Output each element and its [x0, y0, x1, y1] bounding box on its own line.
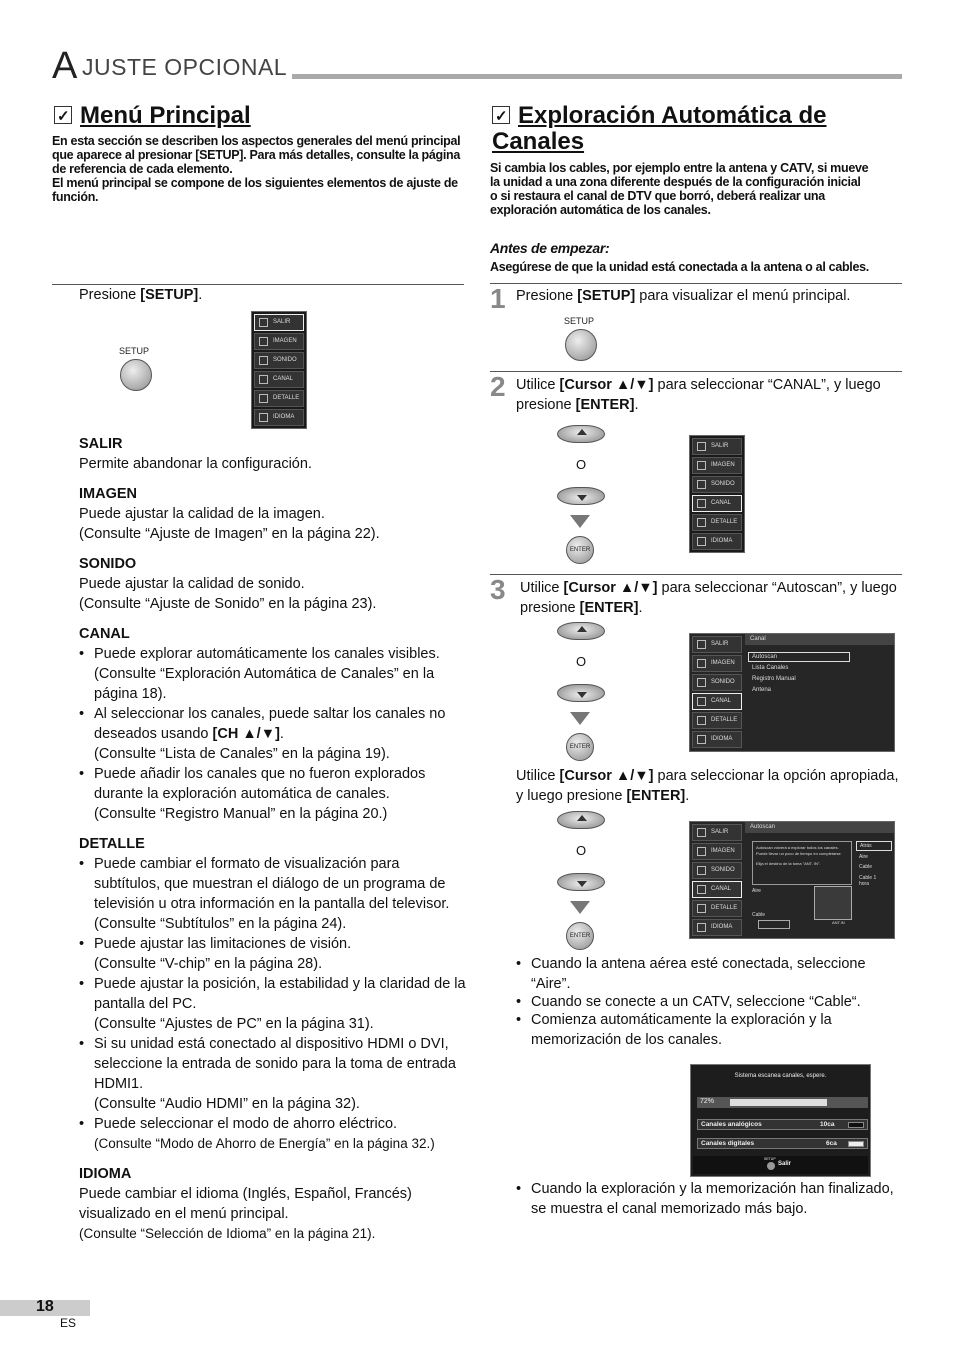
list-item: • Puede ajustar las limitaciones de visión. (Consulte “V-chip” en la página 28). [79, 934, 467, 974]
exit-icon [259, 318, 268, 327]
menu-item-detalle: DETALLE [692, 514, 742, 531]
cursor-down-button [557, 873, 605, 891]
analog-value: 10ca [820, 1121, 835, 1128]
progress-fill [730, 1099, 827, 1106]
language-code: ES [60, 1316, 77, 1330]
ant-in-label: ANT.IN [832, 920, 845, 925]
cursor-up-button [557, 622, 605, 640]
autoscan-msg1: Autoscan volverá a explorar todos los canales. Puede llevar un poco de tiempo en completarse [756, 845, 841, 856]
picture-icon [697, 659, 706, 668]
intro-left-p2: El menú principal se compone de los siguientes elementos de ajuste de función. [52, 176, 458, 204]
language-icon [259, 413, 268, 422]
cursor-up-button [557, 425, 605, 443]
checkbox-icon [54, 106, 72, 124]
analog-row [697, 1119, 868, 1130]
progress-message: Sistema escanea canales, espere. [734, 1073, 827, 1079]
digital-value: 6ca [826, 1140, 837, 1147]
exit-icon [697, 442, 706, 451]
option-aire: Aire [859, 854, 868, 860]
step1-text: Presione [SETUP] para visualizar el menú principal. [516, 288, 851, 304]
cable-connector-icon [758, 920, 790, 929]
page-header [52, 45, 902, 87]
divider [490, 371, 902, 372]
divider [490, 283, 902, 284]
press-setup-text: Presione [SETUP]. [79, 287, 203, 303]
channel-icon [259, 375, 268, 384]
picture-icon [259, 337, 268, 346]
menu-item-salir: SALIR [692, 636, 742, 653]
checkbox-icon [492, 106, 510, 124]
list-item: • Comienza automáticamente la exploración y la memorización de los canales. [516, 1010, 900, 1050]
label-salir: SALIR [79, 436, 123, 452]
progress-bar [697, 1097, 868, 1108]
menu-item-canal: CANAL [692, 495, 742, 512]
language-icon [697, 735, 706, 744]
divider [490, 574, 902, 575]
section-title-exploracion: ✓Exploración Automática de Canales [492, 103, 892, 155]
setup-button [120, 359, 152, 391]
exit-icon [697, 640, 706, 649]
menu-item-salir: SALIR [692, 438, 742, 455]
canal-item-antena: Antena [752, 687, 772, 693]
setup-button [565, 329, 597, 361]
idioma-text-2: (Consulte “Selección de Idioma” en la página 21). [79, 1226, 376, 1241]
intro-left-p1: En esta sección se describen los aspectos generales del menú principal que aparece al presionar [SETUP]. Para más detalles, consulte la página de referencia de cada elemento. [52, 134, 461, 176]
digital-indicator [848, 1141, 864, 1147]
menu-item-imagen: IMAGEN [692, 655, 742, 672]
cursor-down-button [557, 487, 605, 505]
label-imagen: IMAGEN [79, 486, 137, 502]
digital-label: Canales digitales [701, 1140, 755, 1147]
intro-left [52, 134, 466, 204]
cursor-down-button [557, 684, 605, 702]
idioma-text-1: Puede cambiar el idioma (Inglés, Español, Francés) visualizado en el menú principal. [79, 1186, 412, 1222]
intro-right: Si cambia los cables, por ejemplo entre la antena y CATV, si mueve la unidad a una zona diferente después de la configuración inicial o si restaura el canal de DTV que borró, deberá realizar una exploración automática de los canales. [490, 161, 869, 217]
list-item: • Cuando se conecte a un CATV, seleccione “Cable“. [516, 992, 900, 1012]
menu-item-idioma: IDIOMA [254, 409, 304, 426]
digital-row [697, 1138, 868, 1149]
antenna-diagram-icon [814, 886, 852, 920]
menu-item-canal: CANAL [254, 371, 304, 388]
menu-item-idioma: IDIOMA [692, 731, 742, 748]
sound-icon [697, 480, 706, 489]
setup-button-label: SETUP [564, 316, 595, 326]
option-atras: Atrás [856, 841, 892, 851]
canal-panel-title: Canal [745, 634, 894, 645]
sound-icon [697, 678, 706, 687]
menu-item-imagen: IMAGEN [692, 457, 742, 474]
section-title-menu-principal: ✓Menú Principal [54, 103, 251, 129]
menu-item-salir: SALIR [254, 314, 304, 331]
analog-indicator [848, 1122, 864, 1128]
menu-item-detalle: DETALLE [692, 712, 742, 729]
header-big-letter: A [52, 45, 78, 87]
page-number: 18 [36, 1298, 54, 1315]
autoscan-message-box [752, 841, 852, 885]
menu-item-sonido: SONIDO [692, 674, 742, 691]
list-item: • Puede añadir los canales que no fueron explorados durante la exploración automática de canales. (Consulte “Registro Manual” en la página 20.) [79, 764, 467, 824]
or-label: O [576, 457, 587, 472]
label-idioma: IDIOMA [79, 1166, 132, 1182]
page-number-tab [0, 1300, 90, 1316]
final-bullet [516, 1179, 906, 1219]
list-item: • Puede ajustar la posición, la estabilidad y la claridad de la pantalla del PC. (Consulte “Ajustes de PC” en la página 31). [79, 974, 467, 1034]
menu-item-idioma: IDIOMA [692, 919, 742, 936]
autoscan-bullets [516, 954, 900, 1050]
autoscan-screen [689, 821, 895, 939]
menu-item-detalle: DETALLE [254, 390, 304, 407]
menu-item-salir: SALIR [692, 824, 742, 841]
canal-item-autoscan: Autoscan [748, 652, 850, 662]
detail-icon [697, 716, 706, 725]
picture-icon [697, 847, 706, 856]
main-menu-screen [251, 311, 307, 429]
header-rule [292, 74, 902, 79]
setup-key-icon [767, 1162, 775, 1170]
language-icon [697, 923, 706, 932]
step-number-2: 2 [490, 371, 506, 402]
menu-item-imagen: IMAGEN [692, 843, 742, 860]
enter-button: ENTER [566, 733, 594, 761]
detail-icon [259, 394, 268, 403]
analog-label: Canales analógicos [701, 1121, 762, 1128]
option-cable-1-hora: Cable 1 hora [859, 875, 877, 887]
menu-item-sonido: SONIDO [254, 352, 304, 369]
header-title: JUSTE OPCIONAL [82, 54, 288, 80]
before-title: Antes de empezar: [490, 240, 610, 256]
detalle-bullets [79, 854, 467, 1154]
language-icon [697, 537, 706, 546]
menu-item-canal: CANAL [692, 693, 742, 710]
setup-button-label: SETUP [119, 346, 150, 356]
sound-icon [259, 356, 268, 365]
menu-item-idioma: IDIOMA [692, 533, 742, 550]
autoscan-msg2: Elija el destino de la toma "ANT. IN". [756, 861, 821, 866]
arrow-down-icon [570, 712, 590, 725]
detail-icon [697, 904, 706, 913]
progress-percent: 72% [700, 1098, 715, 1105]
list-item: • Cuando la exploración y la memorización han finalizado, se muestra el canal memorizado más bajo. [516, 1179, 906, 1219]
sonido-text-2: (Consulte “Ajuste de Sonido” en la página 23). [79, 596, 377, 612]
menu-item-sonido: SONIDO [692, 476, 742, 493]
main-menu-screen-canal [689, 435, 745, 553]
arrow-down-icon [570, 901, 590, 914]
autoscan-title: Autoscan [745, 822, 894, 833]
menu-item-sonido: SONIDO [692, 862, 742, 879]
exit-label: Salir [778, 1161, 792, 1167]
menu-item-imagen: IMAGEN [254, 333, 304, 350]
list-item: • Al seleccionar los canales, puede saltar los canales no deseados usando [CH ▲/▼]. (Consulte “Lista de Canales” en la página 19). [79, 704, 467, 764]
salir-text: Permite abandonar la configuración. [79, 456, 312, 472]
imagen-text-1: Puede ajustar la calidad de la imagen. [79, 506, 325, 522]
channel-icon [697, 499, 706, 508]
step3c-text: Utilice [Cursor ▲/▼] para seleccionar la opción apropiada, y luego presione [ENTER]. [516, 768, 899, 804]
detail-icon [697, 518, 706, 527]
list-item: • Si su unidad está conectado al dispositivo HDMI o DVI, seleccione la entrada de sonido para la toma de entrada HDMI1. (Consulte “Audio HDMI” en la página 32). [79, 1034, 467, 1114]
canal-bullets [79, 644, 467, 824]
exit-key-label: SETUP [764, 1157, 776, 1161]
step-number-3: 3 [490, 574, 506, 605]
picture-icon [697, 461, 706, 470]
aire-label: Aire [752, 888, 761, 894]
sonido-text-1: Puede ajustar la calidad de sonido. [79, 576, 305, 592]
or-label: O [576, 654, 587, 669]
label-detalle: DETALLE [79, 836, 145, 852]
before-text: Asegúrese de que la unidad está conectada a la antena o al cables. [490, 260, 869, 274]
sound-icon [697, 866, 706, 875]
channel-icon [697, 697, 706, 706]
list-item: • Puede cambiar el formato de visualización para subtítulos, que muestran el diálogo de un programa de televisión u otra información en la pantalla del televisor. (Consulte “Subtítulos” en la página 24). [79, 854, 467, 934]
menu-item-canal: CANAL [692, 881, 742, 898]
channel-icon [697, 885, 706, 894]
exit-bar [693, 1156, 868, 1174]
step-number-1: 1 [490, 283, 506, 314]
label-sonido: SONIDO [79, 556, 137, 572]
list-item: • Puede explorar automáticamente los canales visibles. (Consulte “Exploración Automática de Canales” en la página 18). [79, 644, 467, 704]
cable-label: Cable [752, 912, 766, 918]
or-label: O [576, 843, 587, 858]
step3-text: Utilice [Cursor ▲/▼] para seleccionar “Autoscan”, y luego presione [ENTER]. [520, 580, 897, 616]
list-item: • Cuando la antena aérea esté conectada, seleccione “Aire”. [516, 954, 900, 994]
enter-button: ENTER [566, 536, 594, 564]
arrow-down-icon [570, 515, 590, 528]
imagen-text-2: (Consulte “Ajuste de Imagen” en la página 22). [79, 526, 380, 542]
canal-menu-screen [689, 633, 895, 752]
canal-item-lista: Lista Canales [752, 665, 789, 671]
menu-descriptions [79, 434, 467, 1244]
canal-item-registro: Registro Manual [752, 676, 796, 682]
enter-button: ENTER [566, 922, 594, 950]
list-item: • Puede seleccionar el modo de ahorro eléctrico. (Consulte “Modo de Ahorro de Energía” en la página 32.) [79, 1114, 467, 1154]
cursor-up-button [557, 811, 605, 829]
scan-progress-screen [690, 1064, 871, 1177]
exit-icon [697, 828, 706, 837]
step2-text: Utilice [Cursor ▲/▼] para seleccionar “CANAL”, y luego presione [ENTER]. [516, 377, 881, 413]
menu-item-detalle: DETALLE [692, 900, 742, 917]
option-cable: Cable [859, 864, 873, 870]
label-canal: CANAL [79, 626, 130, 642]
